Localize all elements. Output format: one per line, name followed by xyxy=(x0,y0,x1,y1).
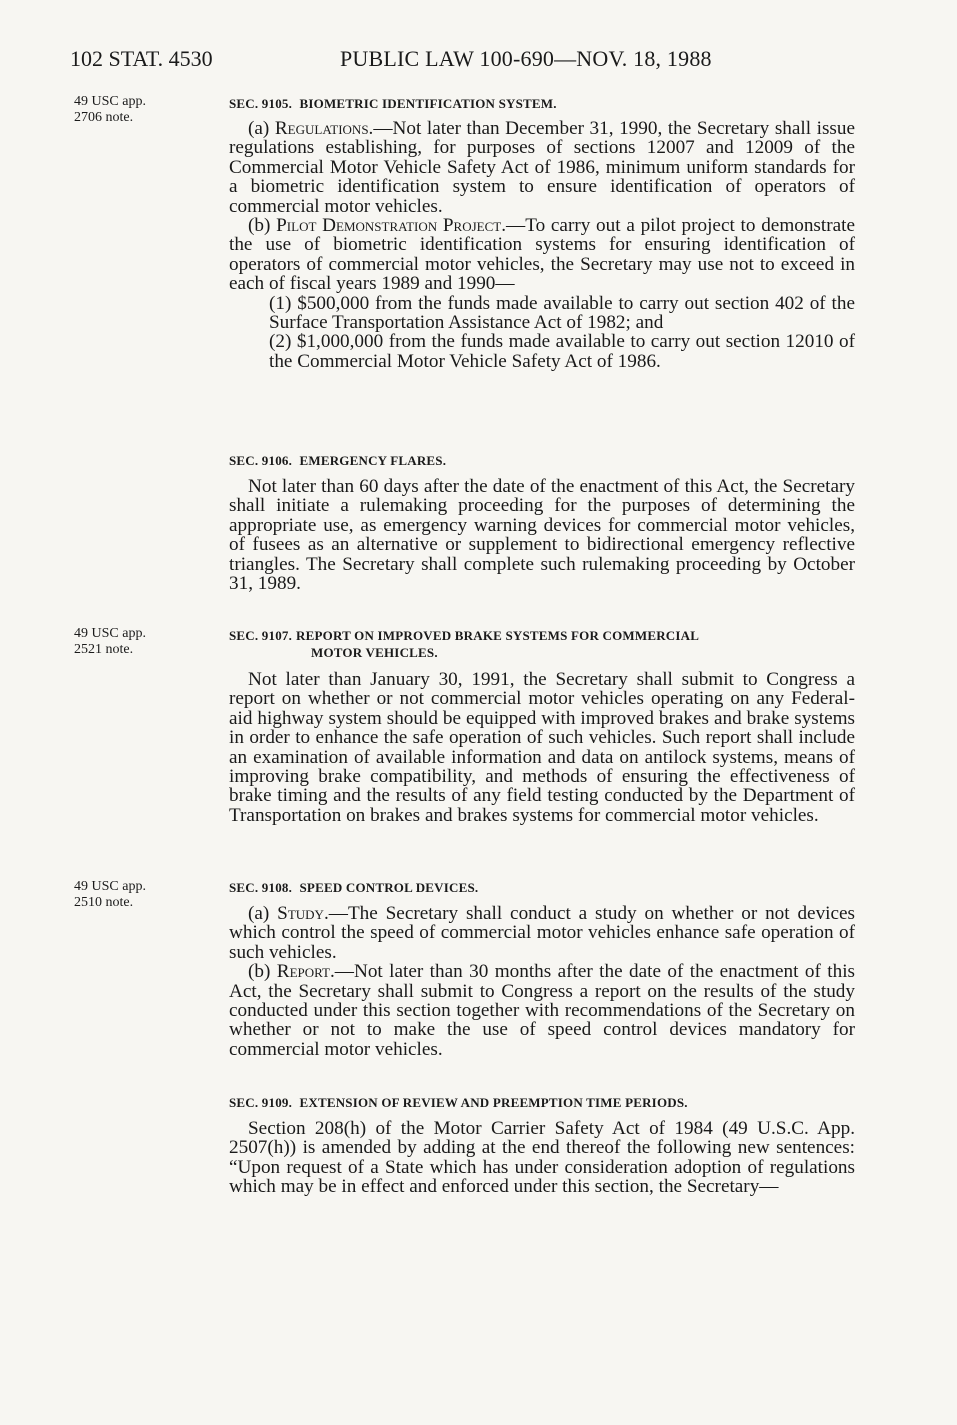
section-heading xyxy=(229,95,855,112)
subsection-text: —To carry out a pilot project to demonstrate the use of biometric identification systems for ensuring identification of operators of commercial motor vehicles, the Secretary may use not to exceed in each of fiscal years 1989 and 1990— xyxy=(229,215,855,295)
section-heading-line xyxy=(229,627,855,644)
subsection-heading: Report. xyxy=(276,961,335,983)
section-9106 xyxy=(229,452,855,593)
subsection-a-paragraph xyxy=(229,904,855,962)
margin-note-line: 49 USC app. xyxy=(74,626,146,641)
section-body: Section 208(h) of the Motor Carrier Safety Act of 1984 (49 U.S.C. App. 2507(h)) is amended by adding at the end thereof the following new sentences: “Upon request of a State which has under consideration adoption of regulations which may be in effect and enforced under this section, the Secretary— xyxy=(229,1118,855,1198)
section-heading xyxy=(229,1094,855,1111)
section-number: SEC. 9105. xyxy=(229,96,293,111)
margin-note-line: 49 USC app. xyxy=(74,94,146,109)
subsection-text: —Not later than 30 months after the date of the enactment of this Act, the Secretary shall submit to Congress a report on the results of the study conducted under this section together with recommendations of the Secretary on whether or not to make the use of speed control devices mandatory for commercial motor vehicles. xyxy=(229,961,856,1060)
page-header xyxy=(70,46,890,76)
paragraph-item-2: (2) $1,000,000 from the funds made available to carry out section 12010 of the Commercial Motor Vehicle Safety Act of 1986. xyxy=(269,331,855,372)
subsection-heading: Regulations. xyxy=(274,118,374,139)
section-title: EXTENSION OF REVIEW AND PREEMPTION TIME PERIODS. xyxy=(299,1095,688,1110)
section-number: SEC. 9108. xyxy=(229,880,293,895)
section-heading xyxy=(229,452,855,469)
subsection-heading: Pilot Demonstration Project. xyxy=(276,215,506,237)
margin-note-line: 49 USC app. xyxy=(74,879,146,894)
margin-note-line: 2510 note. xyxy=(74,895,134,910)
subsection-label: (a) xyxy=(248,118,275,139)
section-number: SEC. 9109. xyxy=(229,1095,293,1110)
section-9109 xyxy=(229,1094,855,1197)
margin-note-9107 xyxy=(74,626,146,658)
margin-note-9105 xyxy=(74,94,146,126)
subsection-label: (b) xyxy=(248,215,277,237)
section-number: SEC. 9106. xyxy=(229,453,293,468)
subsection-a-paragraph xyxy=(229,119,855,216)
margin-note-line: 2706 note. xyxy=(74,110,134,125)
margin-note-9108 xyxy=(74,879,146,911)
section-9107 xyxy=(229,627,855,825)
section-number: SEC. 9107. xyxy=(229,628,293,643)
section-heading xyxy=(229,879,855,896)
subsection-text: —Not later than December 31, 1990, the Secretary shall issue regulations establishing, for purposes of sections 12007 and 12009 of the Commercial Motor Vehicle Safety Act of 1986, minimum uniform standards for a biometric identification system to ensure identification of operators of commercial motor vehicles. xyxy=(229,118,856,217)
paragraph-item-1: (1) $500,000 from the funds made available to carry out section 402 of the Surface Transportation Assistance Act of 1982; and xyxy=(269,292,855,334)
subsection-label: (b) xyxy=(248,961,277,983)
subsection-label: (a) xyxy=(248,903,278,924)
subsection-b-paragraph xyxy=(229,216,855,294)
section-heading xyxy=(229,627,855,661)
statute-page-reference: 102 STAT. 4530 xyxy=(70,46,213,71)
subsection-b-paragraph xyxy=(229,962,855,1059)
section-title: SPEED CONTROL DEVICES. xyxy=(299,880,479,895)
section-title: EMERGENCY FLARES. xyxy=(299,453,447,468)
section-title: REPORT ON IMPROVED BRAKE SYSTEMS FOR COMMERCIAL xyxy=(296,628,700,643)
section-title-continuation: MOTOR VEHICLES. xyxy=(311,645,438,660)
section-9105 xyxy=(229,95,855,371)
section-body: Not later than 60 days after the date of the enactment of this Act, the Secretary shall initiate a rulemaking proceeding for the purposes of determining the appropriate use, as emergency warning devices for commercial motor vehicles, of fusees as an alternative or supplement to bidirectional emergency reflective triangles. The Secretary shall complete such rulemaking proceeding by October 31, 1989. xyxy=(229,476,855,595)
section-body: Not later than January 30, 1991, the Secretary shall submit to Congress a report on whether or not commercial motor vehicles operating on any Federal-aid highway system should be equipped with improved brakes and brake systems in order to enhance the safe operation of such vehicles. Such report shall include an examination of available information and data on antilock systems, means of improving brake compatibility, and methods of ensuring the effectiveness of brake timing and the results of any field testing conducted by the Department of Transportation on brakes and brakes systems for commercial motor vehicles. xyxy=(229,669,855,826)
subsection-text: —The Secretary shall conduct a study on whether or not devices which control the speed of commercial motor vehicles enhance safe operation of such vehicles. xyxy=(229,903,855,963)
section-title: BIOMETRIC IDENTIFICATION SYSTEM. xyxy=(299,96,557,111)
subsection-heading: Study. xyxy=(277,903,329,924)
public-law-citation: PUBLIC LAW 100-690—NOV. 18, 1988 xyxy=(340,46,712,71)
margin-note-line: 2521 note. xyxy=(74,642,134,657)
section-9108 xyxy=(229,879,855,1059)
